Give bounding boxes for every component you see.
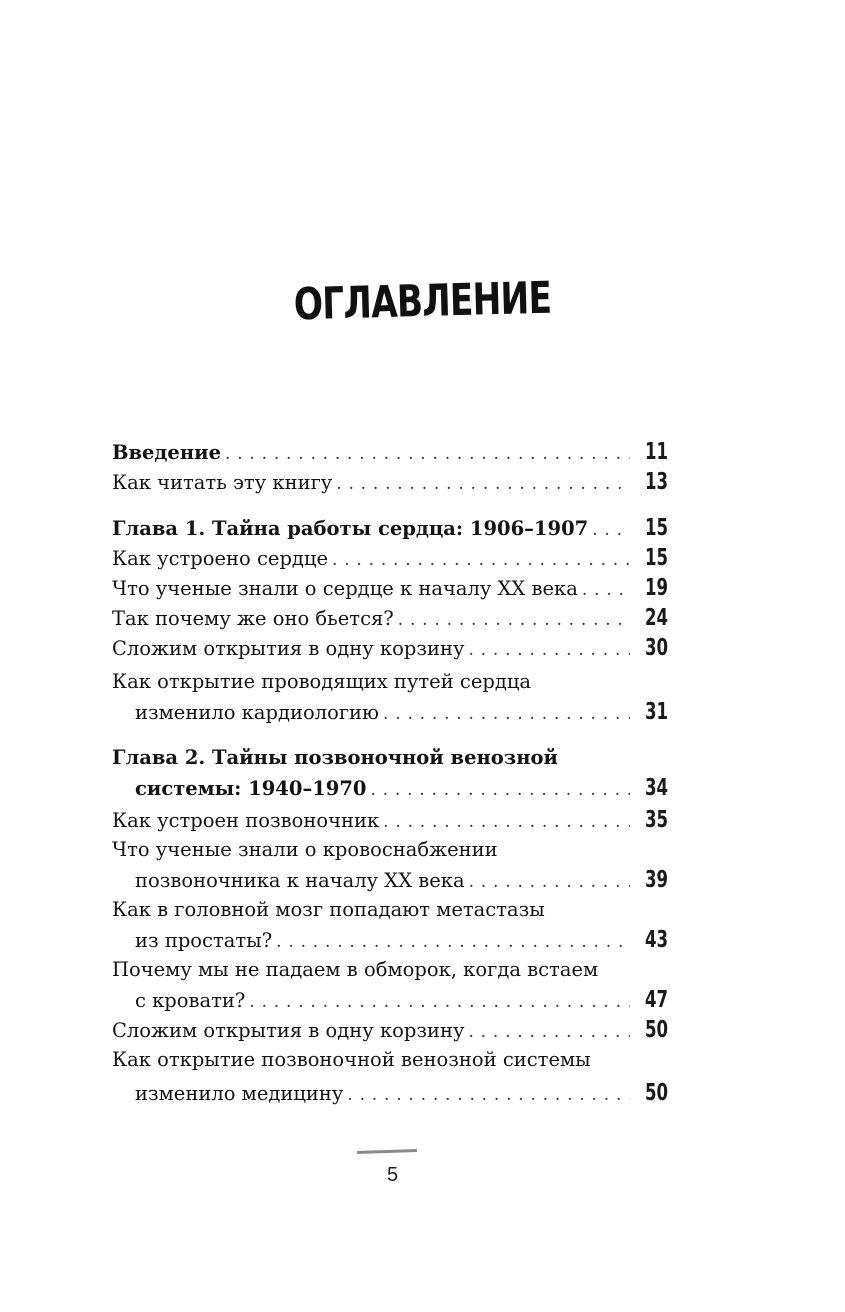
toc-entry-title: Как устроен позвоночник xyxy=(112,809,380,832)
toc-leader-dots xyxy=(468,635,630,665)
toc-leader-dots xyxy=(249,987,630,1017)
toc-entry[interactable] xyxy=(112,835,668,865)
toc-entry-page: 50 xyxy=(644,1080,668,1106)
page-number: 5 xyxy=(386,1164,399,1186)
toc-entry-title: Как устроено сердце xyxy=(112,547,329,570)
toc-entry[interactable] xyxy=(112,513,668,543)
toc-entry[interactable] xyxy=(112,543,668,573)
toc-entry-title: Глава 1. Тайна работы сердца: 1906–1907 xyxy=(112,517,589,540)
toc-leader-dots xyxy=(225,439,630,469)
toc-entry-page: 24 xyxy=(644,605,668,631)
toc-entry-title: Как открытие позвоночной венозной системы xyxy=(112,1048,591,1071)
toc-leader-dots xyxy=(468,1017,630,1047)
toc-leader-dots xyxy=(398,605,630,635)
toc-leader-dots xyxy=(332,545,630,575)
toc-entry[interactable] xyxy=(112,1078,668,1108)
toc-leader-dots xyxy=(469,867,630,897)
toc-leader-dots xyxy=(276,927,630,957)
toc-entry[interactable] xyxy=(112,773,668,803)
toc-entry-title: Что ученые знали о кровоснабжении xyxy=(112,838,498,861)
toc-entry-page: 31 xyxy=(644,699,668,725)
footer-rule xyxy=(357,1149,417,1154)
toc-entry[interactable] xyxy=(112,865,668,895)
toc-entry[interactable] xyxy=(112,805,668,835)
toc-entry-title: Сложим открытия в одну корзину xyxy=(112,637,465,660)
toc-entry[interactable] xyxy=(112,467,668,497)
toc-leader-dots xyxy=(383,699,630,729)
toc-entry[interactable] xyxy=(112,743,668,773)
toc-leader-dots xyxy=(582,575,630,605)
toc-entry-page: 15 xyxy=(644,515,668,541)
toc-entry-page: 47 xyxy=(644,987,668,1013)
toc-entry-title: Почему мы не падаем в обморок, когда встаем xyxy=(112,958,599,981)
toc-entry[interactable] xyxy=(112,667,668,697)
toc-entry-title: Сложим открытия в одну корзину xyxy=(112,1019,465,1042)
toc-entry[interactable] xyxy=(112,573,668,603)
toc-leader-dots xyxy=(370,775,630,805)
toc-entry-title: Так почему же оно бьется? xyxy=(112,607,394,630)
toc-entry-title: изменило медицину xyxy=(135,1082,344,1105)
toc-entry[interactable] xyxy=(112,955,668,985)
toc-entry-page: 11 xyxy=(644,439,668,465)
toc-entry[interactable] xyxy=(112,697,668,727)
toc-entry-title: из простаты? xyxy=(135,929,273,952)
toc-entry[interactable] xyxy=(112,895,668,925)
toc-entry[interactable] xyxy=(112,1045,668,1075)
toc-entry-page: 39 xyxy=(644,867,668,893)
toc-entry-title: системы: 1940–1970 xyxy=(135,777,367,800)
toc-leader-dots xyxy=(347,1080,630,1110)
toc-entry[interactable] xyxy=(112,603,668,633)
page-title: ОГЛАВЛЕНИЕ xyxy=(293,272,552,331)
toc-entry-page: 19 xyxy=(644,575,668,601)
toc-entry-title: Введение xyxy=(112,441,221,464)
toc-entry[interactable] xyxy=(112,633,668,663)
toc-entry-title: Что ученые знали о сердце к началу XX века xyxy=(112,577,578,600)
toc-leader-dots xyxy=(592,515,630,545)
toc-entry-page: 50 xyxy=(644,1017,668,1043)
toc-entry-title: Как читать эту книгу xyxy=(112,471,333,494)
toc-entry-page: 43 xyxy=(644,927,668,953)
toc-entry-title: Как в головной мозг попадают метастазы xyxy=(112,898,545,921)
toc-entry-title: Как открытие проводящих путей сердца xyxy=(112,670,532,693)
toc-entry-title: с кровати? xyxy=(135,989,246,1012)
toc-entry-page: 15 xyxy=(644,545,668,571)
toc-entry[interactable] xyxy=(112,985,668,1015)
toc-entry-page: 34 xyxy=(644,775,668,801)
toc-entry-page: 30 xyxy=(644,635,668,661)
toc-leader-dots xyxy=(383,807,630,837)
toc-leader-dots xyxy=(336,469,630,499)
toc-entry-title: Глава 2. Тайны позвоночной венозной xyxy=(112,746,558,769)
toc-entry-page: 13 xyxy=(644,469,668,495)
toc-entry[interactable] xyxy=(112,1015,668,1045)
toc-entry-page: 35 xyxy=(644,807,668,833)
toc-entry[interactable] xyxy=(112,437,668,467)
toc-entry-title: изменило кардиологию xyxy=(135,701,380,724)
toc-entry[interactable] xyxy=(112,925,668,955)
toc-entry-title: позвоночника к началу XX века xyxy=(135,869,465,892)
